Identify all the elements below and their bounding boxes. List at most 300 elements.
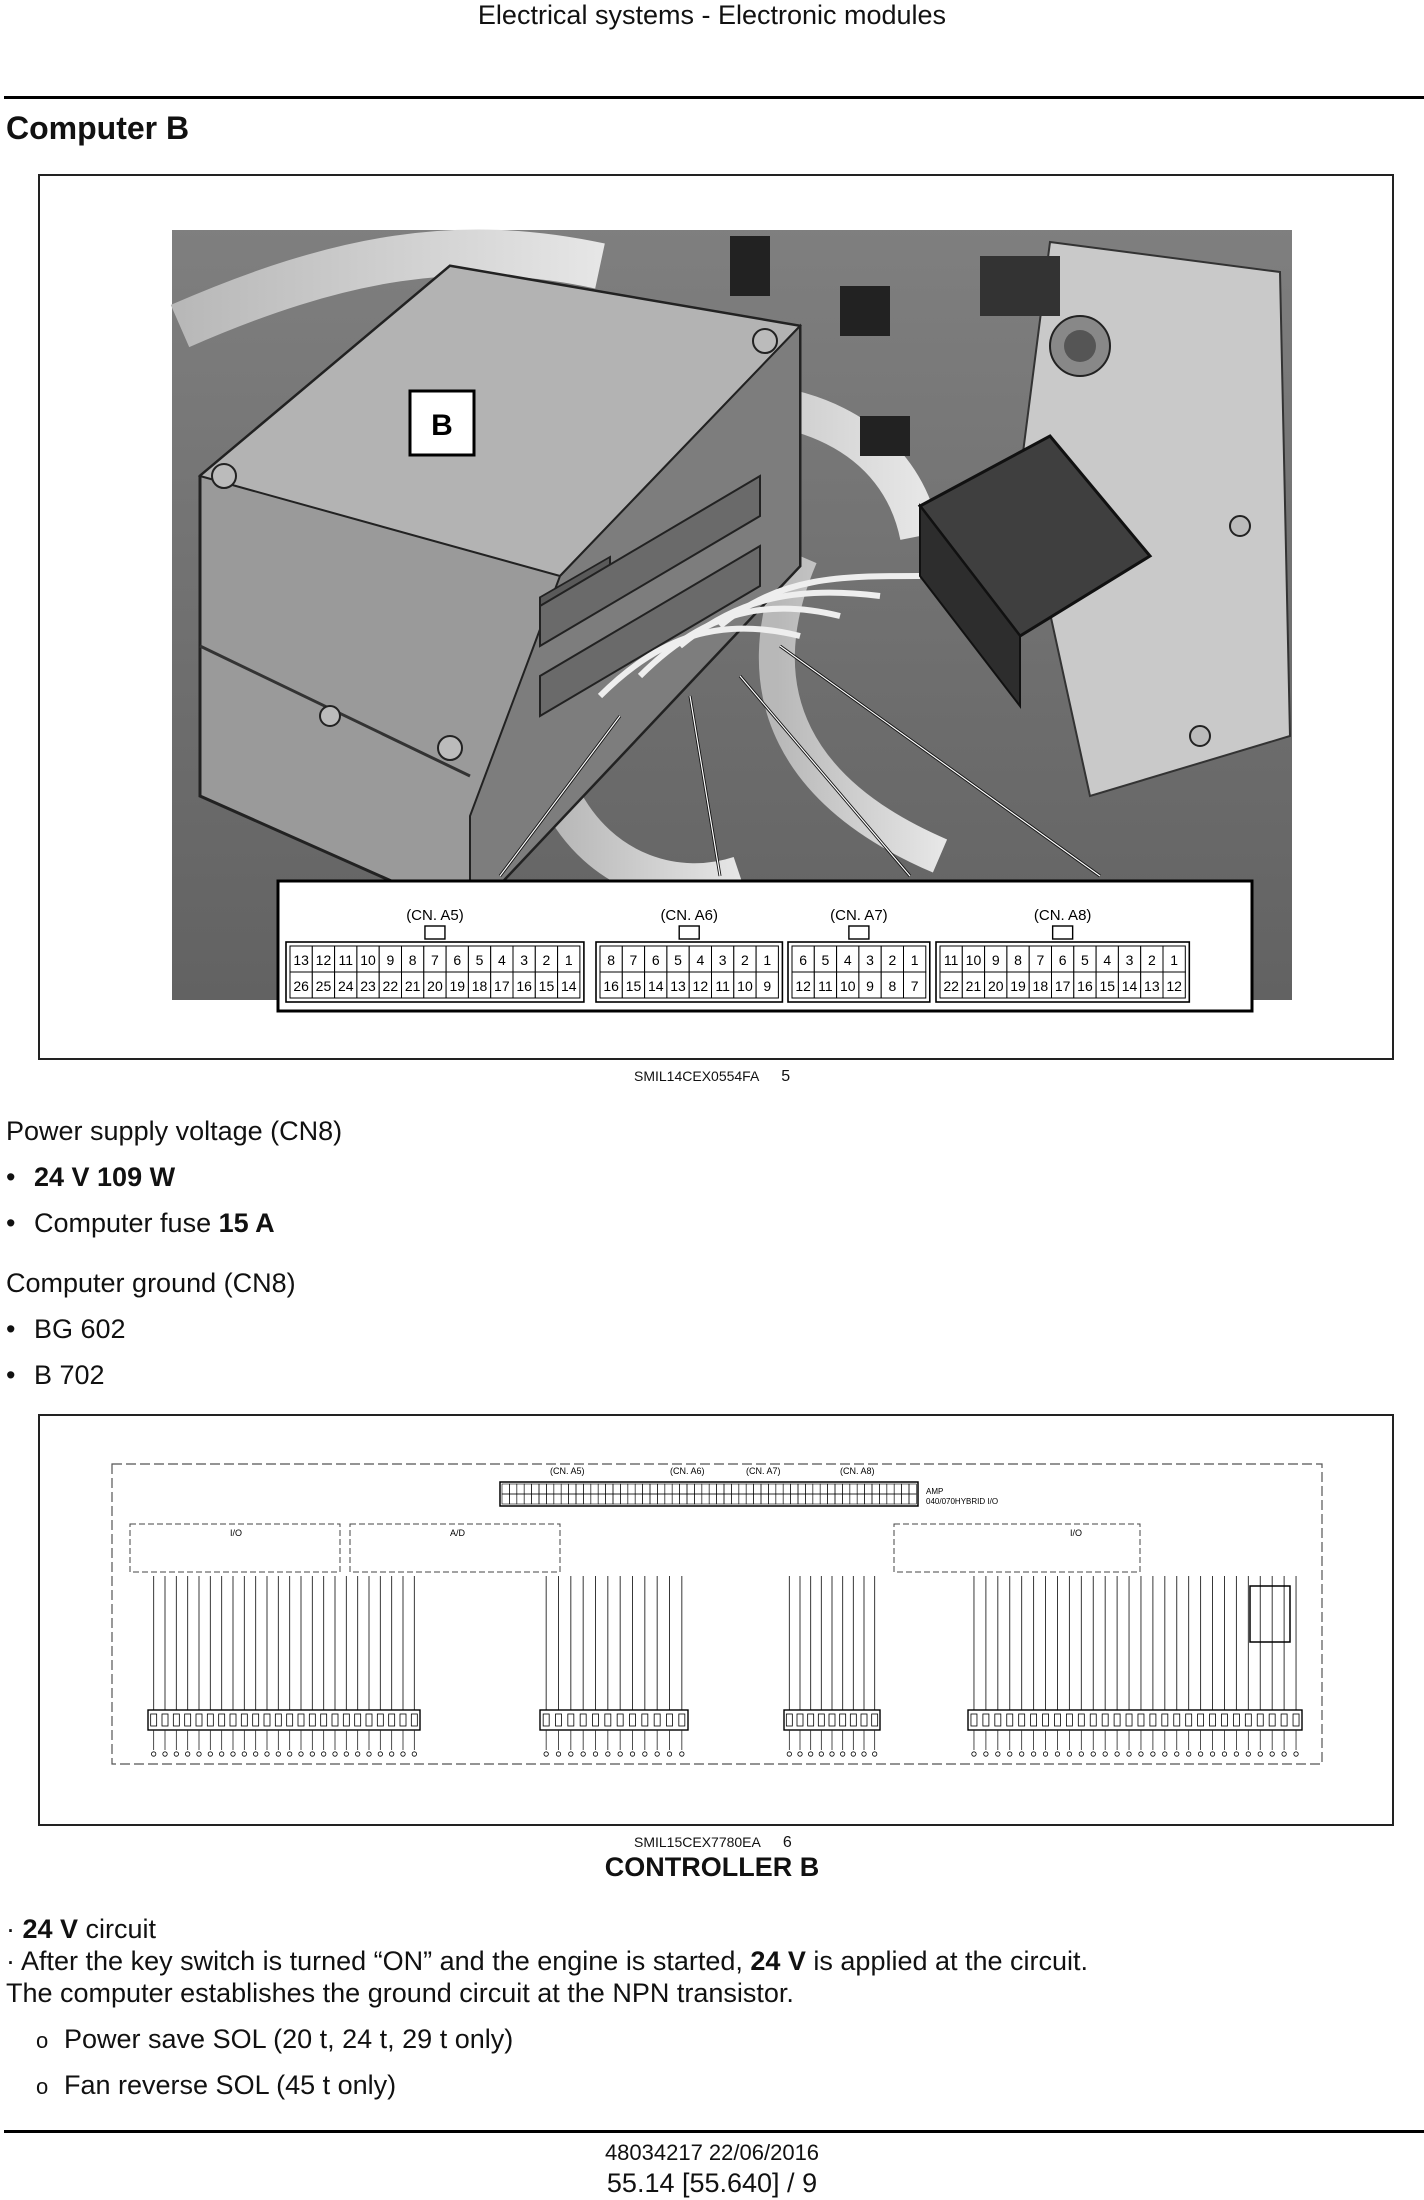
schematic-lead-end — [556, 1752, 560, 1756]
connector-pin-number: 5 — [821, 952, 830, 968]
connector-pin-number: 22 — [382, 978, 399, 994]
schematic-top-pin — [872, 1494, 879, 1504]
connector-pin-number: 2 — [888, 952, 897, 968]
schematic-terminal-pin — [1054, 1714, 1060, 1726]
connector-pin-number: 16 — [1077, 978, 1093, 994]
schematic-top-pin — [731, 1484, 738, 1494]
schematic-terminal-pin — [162, 1714, 168, 1726]
schem-cn-a6-label: (CN. A6) — [670, 1466, 705, 1476]
connector-pin-number: 8 — [1014, 952, 1022, 968]
schematic-lead-end — [287, 1752, 291, 1756]
schematic-top-pin — [606, 1494, 613, 1504]
connector-pin-number: 18 — [1032, 978, 1049, 994]
connector-pin-number: 12 — [795, 978, 811, 994]
schematic-top-pin — [539, 1494, 546, 1504]
schematic-top-pin — [539, 1484, 546, 1494]
schematic-top-pin — [613, 1484, 620, 1494]
schematic-top-pin — [835, 1484, 842, 1494]
schematic-top-pin — [828, 1484, 835, 1494]
schematic-lead-end — [1031, 1752, 1035, 1756]
schematic-top-pin — [724, 1494, 731, 1504]
connector-pin-number: 10 — [965, 952, 982, 968]
connector-pin-number: 13 — [293, 952, 309, 968]
connector-pin-number: 6 — [453, 952, 462, 968]
connector-pin-number: 4 — [497, 952, 506, 968]
connector-pin-number: 20 — [987, 978, 1004, 994]
schematic-top-pin — [554, 1484, 561, 1494]
schem-cn-a7-label: (CN. A7) — [746, 1466, 781, 1476]
power-item-2: • Computer fuse 15 A — [6, 1208, 275, 1238]
schematic-terminal-pin — [861, 1714, 867, 1726]
schematic-lead-end — [253, 1752, 257, 1756]
schematic-top-pin — [754, 1494, 761, 1504]
connector-pin-number: 8 — [888, 978, 897, 994]
connector-pin-number: 2 — [741, 952, 749, 968]
figure2-caption-number: 6 — [782, 1834, 792, 1851]
schematic-lead-end — [680, 1752, 684, 1756]
schematic-top-pin — [879, 1494, 886, 1504]
schematic-lead-end — [219, 1752, 223, 1756]
connector-pin-number: 10 — [839, 978, 856, 994]
schematic-top-pin — [576, 1484, 583, 1494]
schem-amp-label: AMP — [926, 1487, 944, 1496]
connector-pin-number: 9 — [991, 952, 1000, 968]
schematic-terminal-pin — [264, 1714, 270, 1726]
schematic-lead-end — [655, 1752, 659, 1756]
connector-pin-number: 8 — [607, 952, 616, 968]
connector-pin-number: 12 — [315, 952, 332, 968]
schematic-terminal-pin — [1043, 1714, 1049, 1726]
schematic-top-pin — [665, 1494, 672, 1504]
schematic-lead-end — [163, 1752, 167, 1756]
schematic-top-pin — [635, 1484, 642, 1494]
schematic-terminal-pin — [173, 1714, 179, 1726]
schematic-top-pin — [561, 1494, 568, 1504]
figure1-caption-number: 5 — [781, 1068, 791, 1085]
power-heading: Power supply voltage (CN8) — [6, 1116, 343, 1146]
connector-label: (CN. A7) — [830, 907, 888, 924]
schematic-lead-end — [151, 1752, 155, 1756]
schematic-lead-end — [984, 1752, 988, 1756]
schematic-top-pin — [894, 1484, 901, 1494]
schematic-terminal-pin — [679, 1714, 685, 1726]
schematic-lead-end — [1282, 1752, 1286, 1756]
schematic-terminal-pin — [1126, 1714, 1132, 1726]
schematic-terminal-pin — [230, 1714, 236, 1726]
figure1-caption-code: SMIL14CEX0554FA — [634, 1068, 760, 1084]
connector-pin-number: 12 — [1166, 978, 1182, 994]
schematic-top-pin — [909, 1484, 916, 1494]
ground-item-1-text: BG 602 — [34, 1314, 126, 1344]
schematic-terminal-pin — [593, 1714, 599, 1726]
computer-b-drawing — [40, 176, 1392, 1058]
schematic-lead-end — [1079, 1752, 1083, 1756]
schematic-lead-end — [1019, 1752, 1023, 1756]
schematic-top-pin — [598, 1494, 605, 1504]
schematic-lead-end — [667, 1752, 671, 1756]
connector-pin-number: 16 — [516, 978, 532, 994]
schematic-lead-end — [208, 1752, 212, 1756]
schematic-top-pin — [509, 1494, 516, 1504]
schematic-top-pin — [517, 1484, 524, 1494]
schematic-top-pin — [702, 1494, 709, 1504]
schematic-lead-end — [321, 1752, 325, 1756]
schematic-top-pin — [835, 1494, 842, 1504]
schematic-terminal-block — [968, 1710, 1302, 1730]
schematic-terminal-pin — [1138, 1714, 1144, 1726]
schematic-top-pin — [502, 1484, 509, 1494]
connector-pin-number: 21 — [404, 978, 421, 994]
schematic-lead-end — [1258, 1752, 1262, 1756]
schematic-terminal-pin — [1007, 1714, 1013, 1726]
circuit-sub-1-text: Power save SOL (20 t, 24 t, 29 t only) — [64, 2024, 514, 2054]
connector-pin-number: 14 — [1121, 978, 1138, 994]
schematic-terminal-pin — [185, 1714, 191, 1726]
connector-pin-number: 3 — [718, 952, 727, 968]
schematic-lead-end — [344, 1752, 348, 1756]
schematic-terminal-block — [540, 1710, 688, 1730]
schematic-top-pin — [546, 1494, 553, 1504]
schematic-top-pin — [643, 1494, 650, 1504]
schematic-lead-end — [830, 1752, 834, 1756]
connector-pin-number: 17 — [494, 978, 510, 994]
connector-pin-number: 15 — [625, 978, 642, 994]
schematic-top-pin — [746, 1494, 753, 1504]
schematic-lead-end — [618, 1752, 622, 1756]
schematic-top-pin — [805, 1484, 812, 1494]
schematic-lead-end — [1222, 1752, 1226, 1756]
schematic-lead-end — [996, 1752, 1000, 1756]
schematic-lead-end — [310, 1752, 314, 1756]
schematic-top-pin — [709, 1494, 716, 1504]
schematic-top-pin — [887, 1484, 894, 1494]
circuit-bullet-1: · 24 V circuit — [6, 1914, 157, 1944]
header-divider — [4, 96, 1424, 99]
schematic-terminal-pin — [1245, 1714, 1251, 1726]
schematic-terminal-pin — [797, 1714, 803, 1726]
connector-pin-number: 13 — [670, 978, 686, 994]
connector-pin-number: 25 — [315, 978, 332, 994]
connector-pin-number: 4 — [843, 952, 852, 968]
schematic-terminal-pin — [1114, 1714, 1120, 1726]
schematic-top-pin — [754, 1484, 761, 1494]
connector-pin-number: 7 — [1036, 952, 1045, 968]
schematic-terminal-pin — [219, 1714, 225, 1726]
schematic-lead-end — [1175, 1752, 1179, 1756]
schematic-lead-end — [333, 1752, 337, 1756]
schematic-terminal-pin — [151, 1714, 157, 1726]
schematic-top-pin — [879, 1484, 886, 1494]
connector-pin-number: 3 — [520, 952, 529, 968]
connector-pin-number: 5 — [475, 952, 484, 968]
schematic-terminal-pin — [287, 1714, 293, 1726]
schematic-lead-end — [242, 1752, 246, 1756]
connector-pin-number: 17 — [1054, 978, 1071, 994]
schematic-terminal-pin — [1031, 1714, 1037, 1726]
connector-pin-number: 7 — [629, 952, 638, 968]
schematic-top-pin — [902, 1494, 909, 1504]
schematic-top-pin — [746, 1484, 753, 1494]
schematic-top-pin — [872, 1484, 879, 1494]
connector-pin-number: 4 — [696, 952, 705, 968]
schematic-top-pin — [598, 1484, 605, 1494]
connector-pin-number: 2 — [1147, 952, 1156, 968]
schematic-terminal-pin — [995, 1714, 1001, 1726]
connector-pin-number: 6 — [651, 952, 660, 968]
schematic-top-pin — [628, 1484, 635, 1494]
schematic-terminal-pin — [1186, 1714, 1192, 1726]
schematic-top-pin — [850, 1484, 857, 1494]
schematic-terminal-pin — [275, 1714, 281, 1726]
schematic-lead-end — [355, 1752, 359, 1756]
schematic-top-pin — [680, 1494, 687, 1504]
schematic-lead-end — [569, 1752, 573, 1756]
connector-pin-number: 7 — [431, 952, 439, 968]
schematic-top-pin — [694, 1484, 701, 1494]
schematic-top-pin — [820, 1494, 827, 1504]
schematic-top-pin — [717, 1484, 724, 1494]
schematic-top-pin — [768, 1484, 775, 1494]
schematic-lead-end — [367, 1752, 371, 1756]
circuit-sub-2: o Fan reverse SOL (45 t only) — [36, 2070, 397, 2100]
connector-pin-number: 14 — [560, 978, 577, 994]
connector-label: (CN. A8) — [1033, 907, 1092, 924]
connector-pin-number: 9 — [763, 978, 772, 994]
schematic-terminal-pin — [1210, 1714, 1216, 1726]
schematic-top-pin — [657, 1494, 664, 1504]
connector-pin-number: 4 — [1103, 952, 1112, 968]
schematic-top-pin — [776, 1494, 783, 1504]
schematic-terminal-pin — [786, 1714, 792, 1726]
schematic-lead-end — [1198, 1752, 1202, 1756]
connector-pin-number: 19 — [1010, 978, 1026, 994]
connector-pin-number: 15 — [538, 978, 555, 994]
schematic-terminal-blocks — [148, 1710, 1302, 1756]
schematic-top-pin — [591, 1494, 598, 1504]
schematic-top-pin — [546, 1484, 553, 1494]
schematic-lead-end — [1234, 1752, 1238, 1756]
schematic-lead-end — [1127, 1752, 1131, 1756]
connector-pin-number: 3 — [866, 952, 874, 968]
schematic-top-pin — [813, 1484, 820, 1494]
schematic-top-pin — [591, 1484, 598, 1494]
schematic-lead-end — [185, 1752, 189, 1756]
schematic-top-pin — [857, 1494, 864, 1504]
schematic-top-pin — [798, 1494, 805, 1504]
schematic-top-pin — [694, 1494, 701, 1504]
schematic-top-pin — [768, 1494, 775, 1504]
schematic-lead-end — [872, 1752, 876, 1756]
schematic-lead-end — [798, 1752, 802, 1756]
schematic-lead-end — [1091, 1752, 1095, 1756]
connector-pin-number: 11 — [943, 952, 959, 968]
connector-label: (CN. A5) — [406, 907, 464, 924]
connector-pin-number: 18 — [471, 978, 488, 994]
schematic-top-pin — [842, 1484, 849, 1494]
ground-item-2-text: B 702 — [34, 1360, 105, 1390]
schematic-top-pin — [709, 1484, 716, 1494]
schematic-lead-end — [630, 1752, 634, 1756]
schematic-top-pin — [724, 1484, 731, 1494]
connector-pin-number: 5 — [674, 952, 682, 968]
connector-pin-number: 1 — [1170, 952, 1179, 968]
schematic-terminal-pin — [556, 1714, 562, 1726]
controller-title: CONTROLLER B — [604, 1852, 820, 1882]
schematic-lead-end — [1151, 1752, 1155, 1756]
schematic-top-pin — [783, 1484, 790, 1494]
schematic-lead-end — [606, 1752, 610, 1756]
connector-pin-number: 1 — [763, 952, 772, 968]
schematic-terminal-block — [784, 1710, 880, 1730]
connector-pin-number: 7 — [910, 978, 919, 994]
connector-pin-number: 16 — [603, 978, 619, 994]
schematic-lead-end — [276, 1752, 280, 1756]
schematic-top-pin — [791, 1494, 798, 1504]
connector-pin-number: 1 — [910, 952, 919, 968]
schematic-top-pin — [613, 1494, 620, 1504]
schematic-top-pin — [517, 1494, 524, 1504]
schematic-terminal-pin — [971, 1714, 977, 1726]
schematic-top-pin — [761, 1484, 768, 1494]
schematic-lead-end — [840, 1752, 844, 1756]
schematic-terminal-pin — [309, 1714, 315, 1726]
schematic-terminal-pin — [1221, 1714, 1227, 1726]
schematic-terminal-pin — [321, 1714, 327, 1726]
schematic-lead-end — [1115, 1752, 1119, 1756]
circuit-bullet-2: · After the key switch is turned “ON” and the engine is started, 24 V is applied at the circuit. — [6, 1946, 1089, 1976]
schematic-top-pin — [798, 1484, 805, 1494]
schematic-top-pin — [657, 1484, 664, 1494]
schematic-terminal-block — [148, 1710, 420, 1730]
schematic-lead-end — [1008, 1752, 1012, 1756]
connector-pin-number: 10 — [737, 978, 753, 994]
schematic-terminal-pin — [818, 1714, 824, 1726]
connector-pin-number: 26 — [293, 978, 309, 994]
schematic-top-pin — [650, 1484, 657, 1494]
schematic-lead-end — [544, 1752, 548, 1756]
schematic-terminal-pin — [580, 1714, 586, 1726]
circuit-bullet-2-end: is applied at the circuit. — [805, 1946, 1089, 1976]
schematic-terminal-pin — [400, 1714, 406, 1726]
schem-cn-a5-label: (CN. A5) — [550, 1466, 585, 1476]
schematic-top-pin — [894, 1494, 901, 1504]
schematic-lead-end — [819, 1752, 823, 1756]
schematic-terminal-pin — [840, 1714, 846, 1726]
schematic-lead-end — [1055, 1752, 1059, 1756]
schematic-top-pin — [561, 1484, 568, 1494]
schematic-lead-end — [401, 1752, 405, 1756]
schematic-lead-end — [1270, 1752, 1274, 1756]
figure2-caption — [634, 1834, 792, 1852]
schematic-top-pin — [739, 1484, 746, 1494]
schematic-top-pin — [665, 1484, 672, 1494]
schematic-terminal-pin — [298, 1714, 304, 1726]
ground-item-2: • B 702 — [6, 1360, 105, 1390]
schematic-top-pin — [842, 1494, 849, 1504]
schem-group-io-right: I/O — [1070, 1528, 1083, 1538]
connector-pin-number: 14 — [647, 978, 664, 994]
schematic-terminal-pin — [377, 1714, 383, 1726]
schematic-terminal-pin — [343, 1714, 349, 1726]
circuit-bullet-1-text: circuit — [78, 1914, 157, 1944]
schematic-top-pin — [650, 1494, 657, 1504]
schematic-lead-end — [862, 1752, 866, 1756]
schematic-terminal-pin — [872, 1714, 878, 1726]
schematic-top-pin — [554, 1494, 561, 1504]
connector-pin-number: 11 — [818, 978, 833, 994]
schematic-terminal-pin — [617, 1714, 623, 1726]
schem-group-ad: A/D — [450, 1528, 466, 1538]
schematic-terminal-pin — [1198, 1714, 1204, 1726]
connector-pin-number: 21 — [965, 978, 982, 994]
schematic-lead-end — [1043, 1752, 1047, 1756]
schematic-top-pin — [731, 1494, 738, 1504]
schematic-terminal-pin — [253, 1714, 259, 1726]
schematic-top-pin — [687, 1494, 694, 1504]
schematic-lead-end — [197, 1752, 201, 1756]
schematic-terminal-pin — [366, 1714, 372, 1726]
schematic-terminal-pin — [207, 1714, 213, 1726]
page-header-title: Electrical systems - Electronic modules — [477, 0, 947, 30]
schematic-lead-end — [1067, 1752, 1071, 1756]
schematic-terminal-pin — [850, 1714, 856, 1726]
schematic-terminal-pin — [1269, 1714, 1275, 1726]
schematic-top-pin — [820, 1484, 827, 1494]
schematic-top-pin — [761, 1494, 768, 1504]
schematic-top-pin — [635, 1494, 642, 1504]
schematic-top-pin — [783, 1494, 790, 1504]
schematic-terminal-pin — [568, 1714, 574, 1726]
power-item-1-value: 24 V 109 W — [34, 1162, 176, 1192]
schematic-top-pin — [850, 1494, 857, 1504]
footer-doc-id: 48034217 22/06/2016 — [604, 2140, 820, 2165]
schematic-top-pin — [620, 1494, 627, 1504]
schematic-top-pin — [502, 1494, 509, 1504]
schematic-top-pin — [717, 1494, 724, 1504]
schematic-top-pin — [680, 1484, 687, 1494]
connector-label: (CN. A6) — [660, 907, 718, 924]
schematic-top-pin — [857, 1484, 864, 1494]
schematic-top-pin — [532, 1494, 539, 1504]
schematic-terminal-pin — [667, 1714, 673, 1726]
schematic-top-pin — [583, 1484, 590, 1494]
section-title: Computer B — [6, 110, 190, 146]
connector-pin-number: 5 — [1081, 952, 1089, 968]
schematic-top-pin — [524, 1494, 531, 1504]
schematic-terminal-pin — [1019, 1714, 1025, 1726]
connector-pin-number: 23 — [360, 978, 376, 994]
schematic-terminal-pin — [605, 1714, 611, 1726]
connector-pin-number: 11 — [338, 952, 354, 968]
schematic-terminal-pin — [983, 1714, 989, 1726]
schematic-terminal-pin — [355, 1714, 361, 1726]
connector-pin-number: 9 — [386, 952, 395, 968]
schematic-top-pin — [672, 1494, 679, 1504]
schematic-top-pin — [532, 1484, 539, 1494]
power-item-1: • 24 V 109 W — [6, 1162, 176, 1192]
schematic-lead-end — [808, 1752, 812, 1756]
schematic-lead-end — [265, 1752, 269, 1756]
schematic-lead-end — [581, 1752, 585, 1756]
schematic-top-pin-strip — [502, 1484, 916, 1504]
schematic-lead-end — [1210, 1752, 1214, 1756]
schematic-top-pin — [628, 1494, 635, 1504]
schematic-terminal-pin — [1102, 1714, 1108, 1726]
schematic-terminal-pin — [1162, 1714, 1168, 1726]
schematic-top-pin — [576, 1494, 583, 1504]
circuit-line-3: The computer establishes the ground circuit at the NPN transistor. — [6, 1978, 794, 2008]
connector-pin-number: 6 — [799, 952, 808, 968]
